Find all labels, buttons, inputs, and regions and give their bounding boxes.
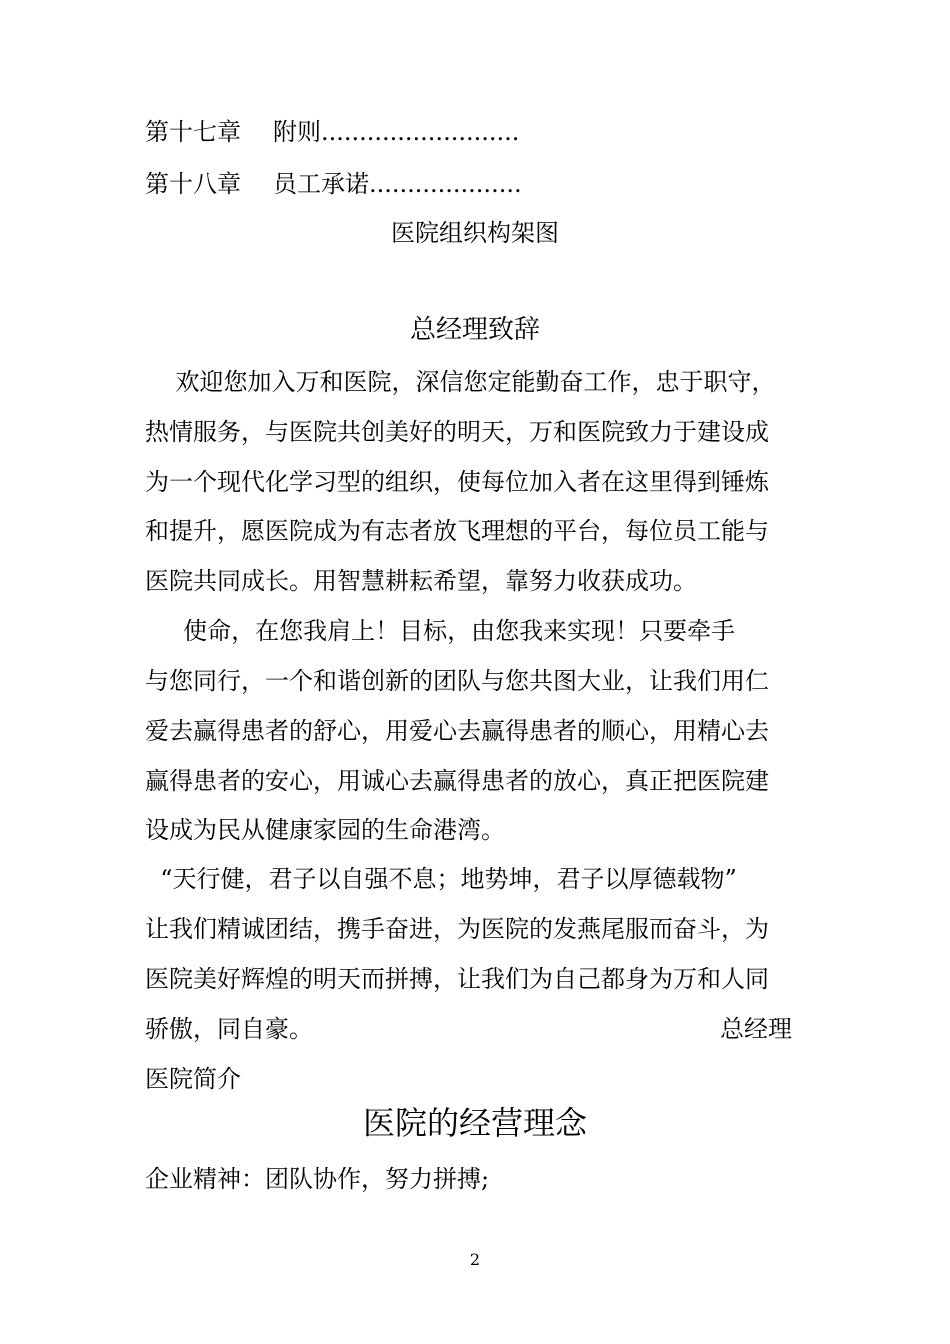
toc-chapter-number: 第十七章: [145, 118, 241, 146]
speech-line: 为一个现代化学习型的组织，使每位加入者在这里得到锤炼: [145, 468, 769, 496]
toc-chapter-title: 员工承诺: [273, 170, 369, 198]
org-chart-title: 医院组织构架图: [391, 219, 559, 247]
speech-line: 医院美好辉煌的明天而拼搏，让我们为自己都身为万和人同: [145, 965, 769, 993]
gm-speech-title: 总经理致辞: [409, 315, 540, 345]
speech-line: 使命，在您我肩上！目标，由您我来实现！只要牵手: [145, 617, 736, 645]
speech-line: 让我们精诚团结，携手奋进，为医院的发燕尾服而奋斗，为: [145, 915, 769, 943]
philosophy-title: 医院的经营理念: [362, 1104, 587, 1142]
toc-chapter-number: 第十八章: [145, 170, 241, 198]
speech-signature: 总经理: [720, 1015, 792, 1043]
speech-line: 赢得患者的安心，用诚心去赢得患者的放心，真正把医院建: [145, 767, 769, 795]
speech-closing-line: [145, 1014, 825, 1044]
toc-leader-dots: ....................: [369, 170, 522, 198]
enterprise-spirit: 企业精神：团队协作，努力拼搏;: [145, 1165, 490, 1193]
toc-entry-17[interactable]: [145, 117, 825, 147]
toc-chapter-title: 附则: [273, 118, 321, 146]
hospital-intro-label: 医院简介: [145, 1065, 241, 1093]
speech-line: 和提升，愿医院成为有志者放飞理想的平台，每位员工能与: [145, 517, 769, 545]
page-number: 2: [469, 1250, 481, 1269]
toc-entry-18[interactable]: [145, 169, 825, 199]
speech-line: 设成为民从健康家园的生命港湾。: [145, 816, 505, 844]
speech-line: 骄傲，同自豪。: [145, 1015, 313, 1043]
speech-line: 热情服务，与医院共创美好的明天，万和医院致力于建设成: [145, 418, 769, 446]
speech-line: 医院共同成长。用智慧耕耘希望，靠努力收获成功。: [145, 567, 697, 595]
toc-leader-dots: ..........................: [321, 118, 520, 146]
speech-line: 爱去赢得患者的舒心，用爱心去赢得患者的顺心，用精心去: [145, 717, 769, 745]
speech-quote-line: “天行健，君子以自强不息；地势坤，君子以厚德载物”: [145, 865, 737, 893]
speech-line: 欢迎您加入万和医院，深信您定能勤奋工作，忠于职守，: [145, 368, 776, 396]
speech-line: 与您同行，一个和谐创新的团队与您共图大业，让我们用仁: [145, 667, 769, 695]
